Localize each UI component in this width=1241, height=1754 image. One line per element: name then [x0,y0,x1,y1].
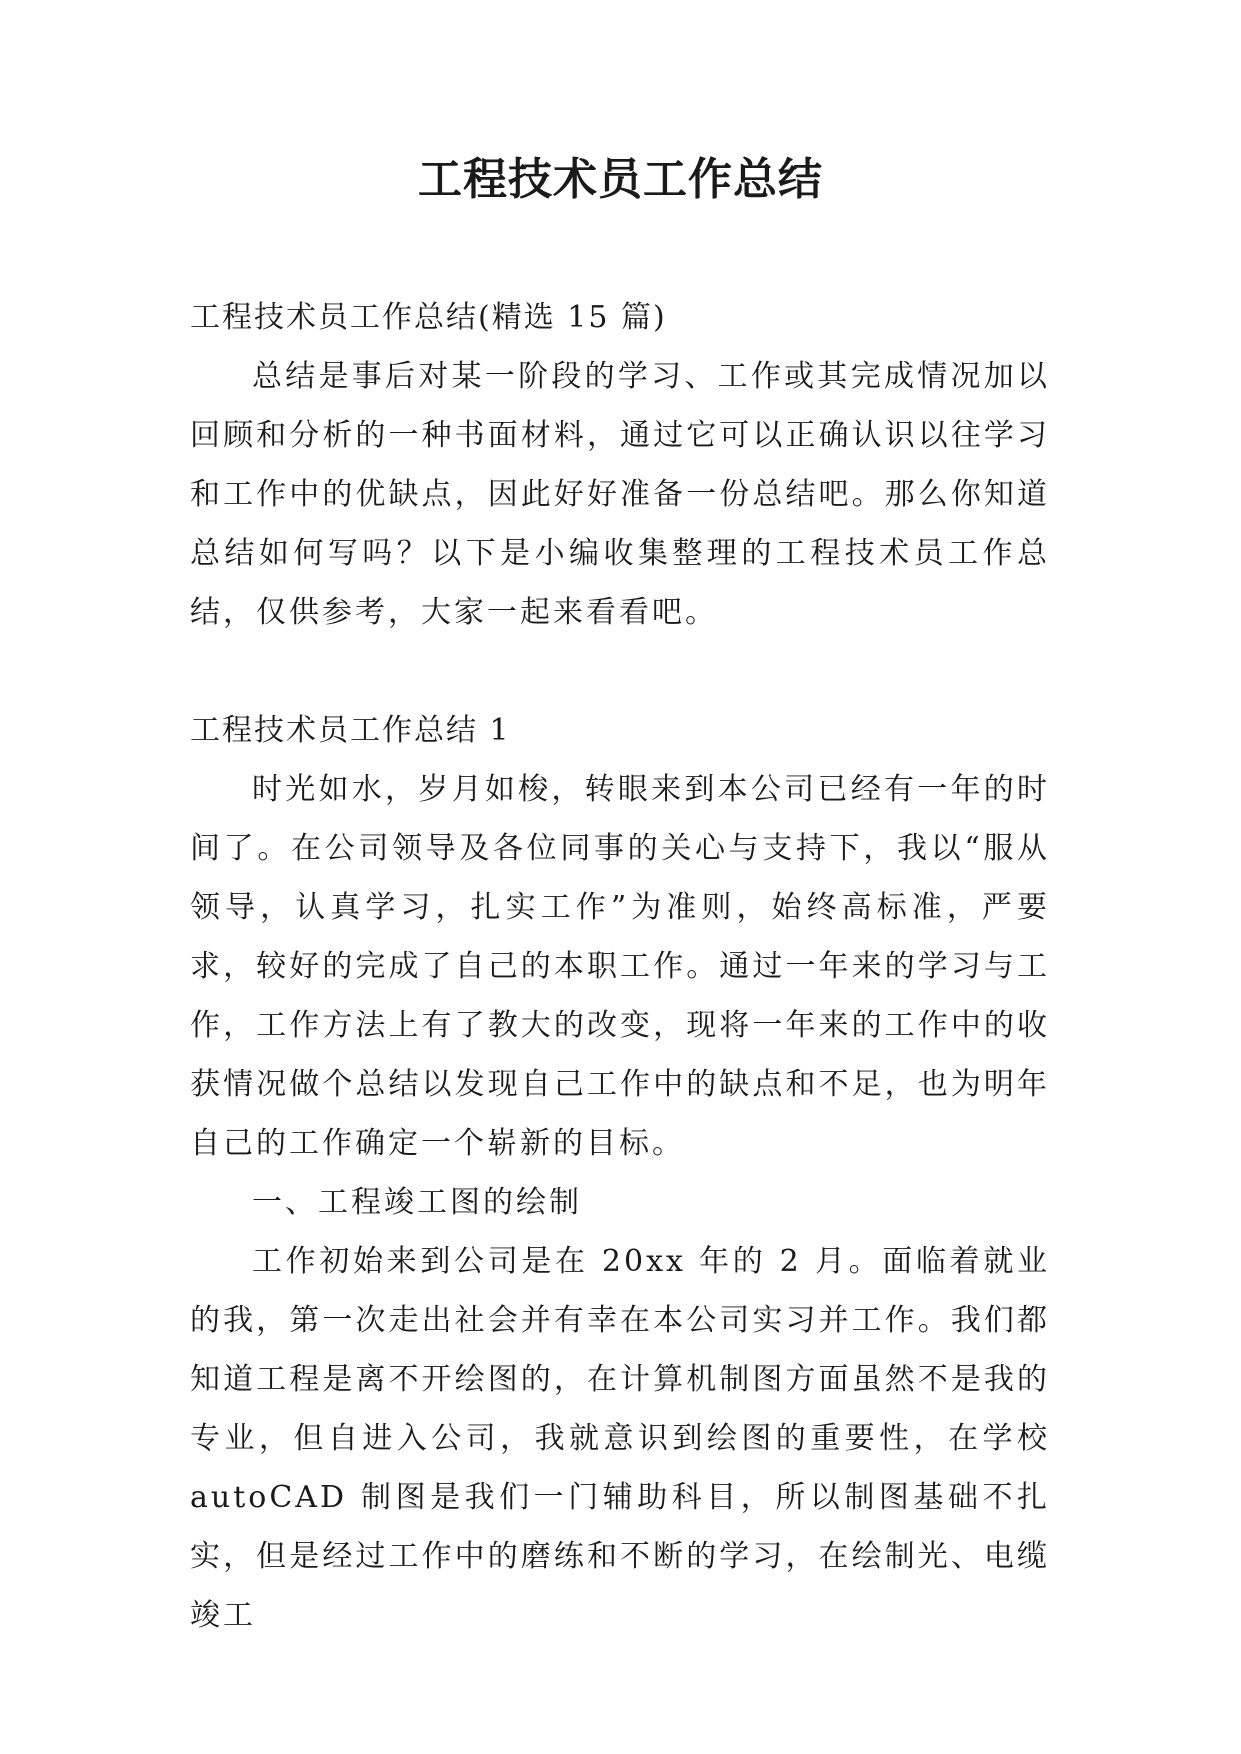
document-subtitle: 工程技术员工作总结(精选 15 篇) [190,300,667,335]
section-heading: 工程技术员工作总结 1 [190,713,511,748]
intro-paragraph: 总结是事后对某一阶段的学习、工作或其完成情况加以回顾和分析的一种书面材料，通过它可以正确认识以往学习和工作中的优缺点，因此好好准备一份总结吧。那么你知道总结如何写吗？以下是小编收集整理的工程技术员工作总结，仅供参考，大家一起来看看吧。 [190,359,1050,630]
subsection-heading: 一、工程竣工图的绘制 [252,1185,582,1220]
section-spacer [190,642,1050,701]
document-body [190,288,1050,1645]
section-paragraph-2: 工作初始来到公司是在 20xx 年的 2 月。面临着就业的我，第一次走出社会并有幸在本公司实习并工作。我们都知道工程是离不开绘图的，在计算机制图方面虽然不是我的专业，但自进入公司，我就意识到绘图的重要性，在学校 autoCAD 制图是我们一门辅助科目，所以制图基础不扎实，但是经过工作中的磨练和不断的学习，在绘制光、电缆竣工 [190,1244,1050,1633]
document-title: 工程技术员工作总结 [418,154,823,205]
section-paragraph-1: 时光如水，岁月如梭，转眼来到本公司已经有一年的时间了。在公司领导及各位同事的关心与支持下，我以“服从领导，认真学习，扎实工作”为准则，始终高标准，严要求，较好的完成了自己的本职工作。通过一年来的学习与工作，工作方法上有了教大的改变，现将一年来的工作中的收获情况做个总结以发现自己工作中的缺点和不足，也为明年自己的工作确定一个崭新的目标。 [190,772,1050,1161]
